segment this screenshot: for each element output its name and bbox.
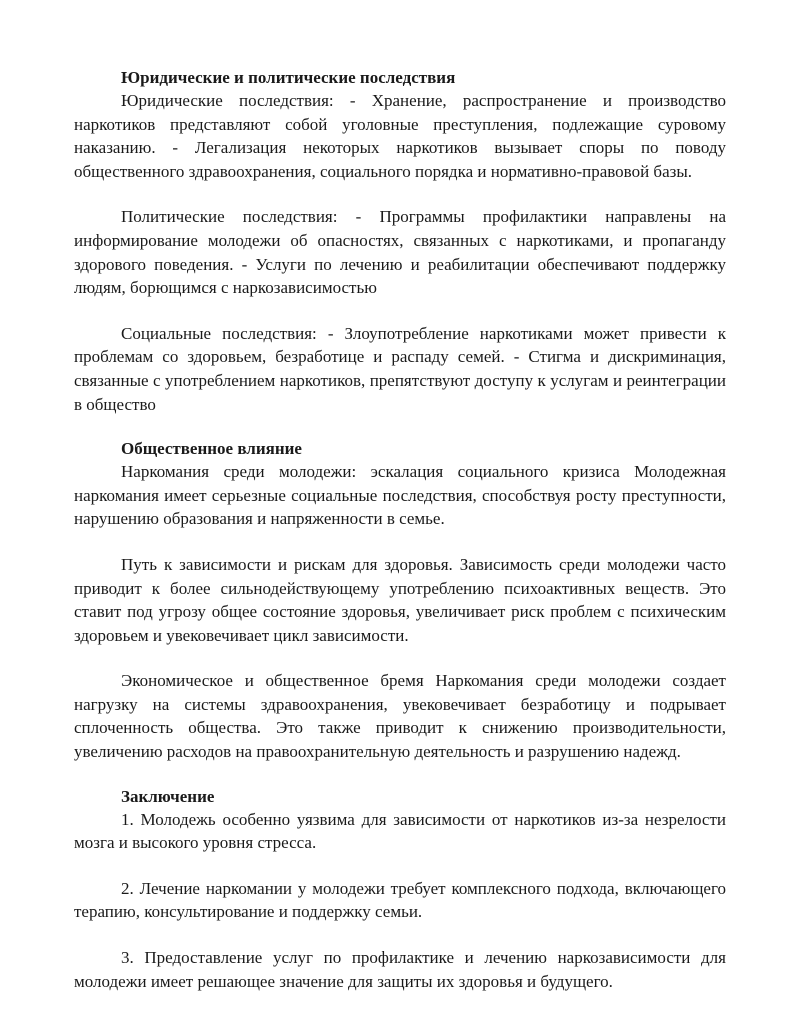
section-heading-social-impact: Общественное влияние: [121, 439, 302, 459]
paragraph-economic-burden: Экономическое и общественное бремя Наркомания среди молодежи создает нагрузку на системы здравоохранения, увековечивает безработицу и подрывает сплоченность общества. Это также приводит к снижению производительности, увеличению расходов на правоохранительную деятельность и разрушению надежд.: [74, 671, 726, 762]
paragraph-youth-addiction-crisis: Наркомания среди молодежи: эскалация социального кризиса Молодежная наркомания имеет серьезные социальные последствия, способствуя росту преступности, нарушению образования и напряженности в семье.: [74, 462, 726, 529]
paragraph-legal-consequences: Юридические последствия: - Хранение, распространение и производство наркотиков представляют собой уголовные преступления, подлежащие суровому наказанию. - Легализация некоторых наркотиков вызывает споры по поводу общественного здравоохранения, социального порядка и нормативно-правовой базы.: [74, 91, 726, 181]
paragraph-political-consequences: Политические последствия: - Программы профилактики направлены на информирование молодежи об опасностях, связанных с наркотиками, и пропаганду здорового поведения. - Услуги по лечению и реабилитации обеспечивают поддержку людям, борющимся с наркозависимостью: [74, 207, 726, 298]
conclusion-item-1: 1. Молодежь особенно уязвима для зависимости от наркотиков из-за незрелости мозга и высокого уровня стресса.: [74, 809, 726, 853]
paragraph-path-to-addiction: Путь к зависимости и рискам для здоровья. Зависимость среди молодежи часто приводит к более сильнодействующему употреблению психоактивных веществ. Это ставит под угрозу общее состояние здоровья, увеличивает риск проблем с психическим здоровьем и увековечивает цикл зависимости.: [74, 554, 726, 645]
conclusion-item-2: 2. Лечение наркомании у молодежи требует комплексного подхода, включающего терапию, консультирование и поддержку семьи.: [74, 878, 726, 922]
section-heading-conclusion: Заключение: [121, 786, 215, 806]
conclusion-item-3: 3. Предоставление услуг по профилактике и лечению наркозависимости для молодежи имеет решающее значение для защиты их здоровья и будущего.: [74, 948, 726, 991]
section-heading-legal-political: Юридические и политические последствия: [121, 68, 456, 87]
paragraph-social-consequences: Социальные последствия: - Злоупотребление наркотиками может привести к проблемам со здоровьем, безработице и распаду семей. - Стигма и дискриминация, связанные с употреблением наркотиков, препятствуют доступу к услугам и реинтеграции в общество: [74, 323, 726, 414]
